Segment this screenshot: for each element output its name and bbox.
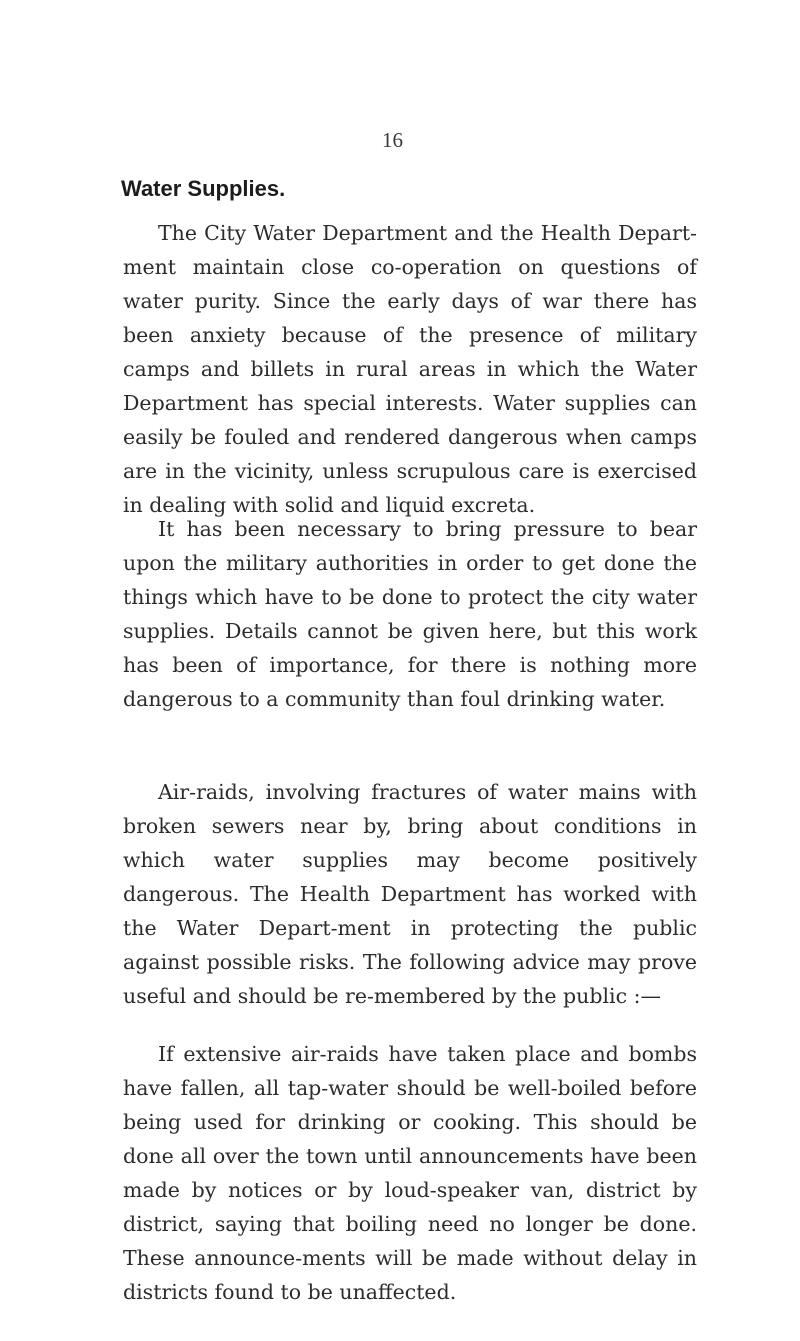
paragraph-3: Air-raids, involving fractures of water mains with broken sewers near by, bring about conditions in which water supplies may become positively dangerous. The Health Department has worked with the Water Depart-ment in protecting the public against possible risks. The following advice may prove useful and should be re-membered by the public :— <box>123 780 697 1008</box>
paragraph-1: The City Water Department and the Health Depart-ment maintain close co-operation on questions of water purity. Since the early days of war there has been anxiety because of the presence of military camps and billets in rural areas in which the Water Department has special interests. Water supplies can easily be fouled and rendered dangerous when camps are in the vicinity, unless scrupulous care is exercised in dealing with solid and liquid excreta. <box>123 221 697 517</box>
paragraph-2: It has been necessary to bring pressure to bear upon the military authorities in order to get done the things which have to be done to protect the city water supplies. Details cannot be given here, but this work has been of importance, for there is nothing more dangerous to a community than foul drinking water. <box>123 517 697 711</box>
section-heading: Water Supplies. <box>121 176 286 201</box>
page-number: 16 <box>382 128 403 152</box>
paragraph-4: If extensive air-raids have taken place and bombs have fallen, all tap-water should be well-boiled before being used for drinking or cooking. This should be done all over the town until announcements have been made by notices or by loud-speaker van, district by district, saying that boiling need no longer be done. These announce-ments will be made without delay in districts found to be unaffected. <box>123 1042 697 1304</box>
